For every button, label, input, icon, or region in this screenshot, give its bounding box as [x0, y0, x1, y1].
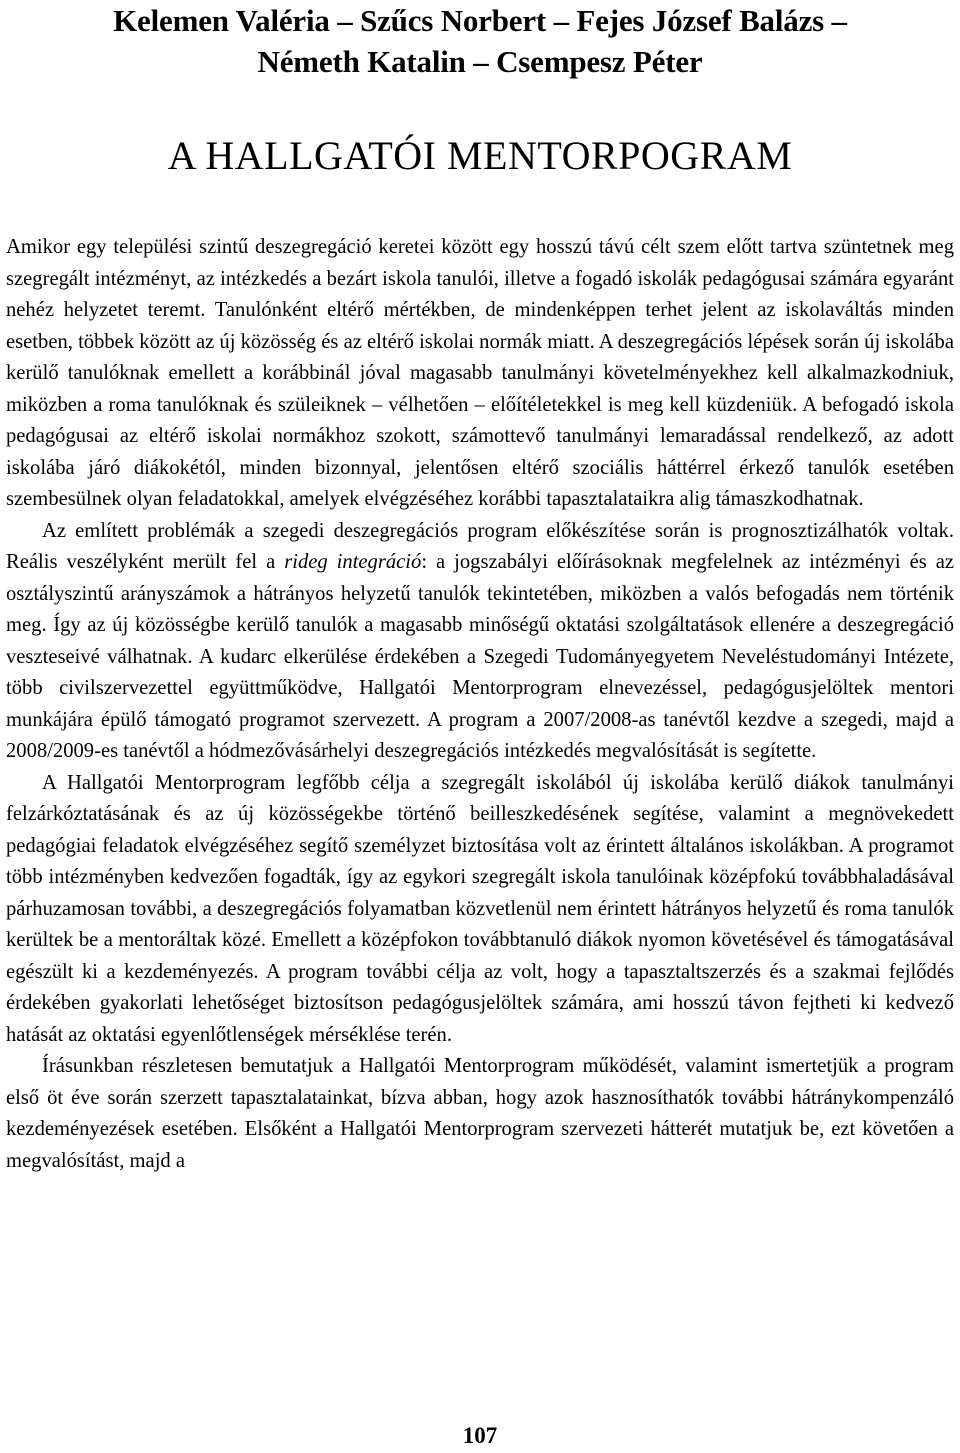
italic-term: rideg integráció — [284, 551, 422, 573]
paragraph-1: Amikor egy települési szintű deszegregáció keretei között egy hosszú távú célt szem előtt tartva szüntetnek meg szegregált intézményt, az intézkedés a bezárt iskola tanulói, illetve a fogadó iskolák pedagógusai számára egyaránt nehéz helyzetet teremt. Tanulónként eltérő mértékben, de mindenképpen terhet jelent az iskolaváltás minden esetben, többek között az új közösség és az eltérő iskolai normák miatt. A deszegregációs lépések során új iskolába kerülő tanulóknak emellett a korábbinál jóval magasabb tanulmányi követelményekhez kell alkalmazkodniuk, miközben a roma tanulóknak és szüleiknek – vélhetően – előítéletekkel is meg kell küzdeniük. A befogadó iskola pedagógusai az eltérő iskolai normákhoz szokott, számottevő tanulmányi lemaradással rendelkező, az adott iskolába járó diákokétól, minden bizonnyal, jelentősen eltérő szociális háttérrel érkező tanulók esetében szembesülnek olyan feladatokkal, amelyek elvégzéséhez korábbi tapasztalataikra alig támaszkodhatnak. — [6, 236, 954, 510]
page-number: 107 — [462, 1423, 498, 1448]
article-body — [6, 232, 954, 1177]
authors-line-2: Németh Katalin – Csempesz Péter — [257, 44, 703, 79]
article-title: A HALLGATÓI MENTORPOGRAM — [167, 133, 793, 178]
paragraph-4: Írásunkban részletesen bemutatjuk a Hallgatói Mentorprogram működését, valamint ismertetjük a program első öt éve során szerzett tapasztalatainkat, bízva abban, hogy azok hasznosíthatók további hátránykompenzáló kezdeményezések esetében. Elsőként a Hallgatói Mentorprogram szervezeti hátterét mutatjuk be, ezt követően a megvalósítást, majd a — [6, 1055, 954, 1172]
paragraph-2 — [6, 516, 954, 768]
paragraph-2-part-2: : a jogszabályi előírásoknak megfelelnek az intézményi és az osztályszintű arányszámok a hátrányos helyzetű tanulók tekintetében, miközben a valós befogadás nem történik meg. Így az új közösségbe kerülő tanulók a magasabb minőségű oktatási szolgáltatások ellenére a deszegregáció veszteseivé válhatnak. A kudarc elkerülése érdekében a Szegedi Tudományegyetem Neveléstudományi Intézete, több civilszervezettel együttműködve, Hallgatói Mentorprogram elnevezéssel, pedagógusjelöltek mentori munkájára épülő támogató programot szervezett. A program a 2007/2008-as tanévtől kezdve a szegedi, majd a 2008/2009-es tanévtől a hódmezővásárhelyi deszegregációs intézkedés megvalósítását is segítette. — [6, 551, 954, 762]
document-page — [6, 0, 954, 1453]
authors-line-1: Kelemen Valéria – Szűcs Norbert – Fejes József Balázs – — [113, 3, 847, 38]
paragraph-2-part-1: Az említett problémák a szegedi deszegregációs program előkészítése során is prognosztizálhatók voltak. Reális veszélyként merült fel a — [6, 519, 954, 573]
authors-block — [6, 0, 954, 82]
paragraph-3: A Hallgatói Mentorprogram legfőbb célja a szegregált iskolából új iskolába kerülő diákok tanulmányi felzárkóztatásának és az új közösségekbe történő beilleszkedésének segítése, valamint a megnövekedett pedagógiai feladatok elvégzéséhez segítő személyzet biztosítása volt az érintett általános iskolákban. A programot több intézményben kedvezően fogadták, így az egykori szegregált iskola tanulóinak középfokú továbbhaladásával párhuzamosan további, a deszegregációs folyamatban közvetlenül nem érintett hátrányos helyzetű és roma tanulók kerültek be a mentoráltak közé. Emellett a középfokon továbbtanuló diákok nyomon követésével és támogatásával egészült ki a kezdeményezés. A program további célja az volt, hogy a tapasztaltszerzés és a szakmai fejlődés érdekében gyakorlati lehetőséget biztosítson pedagógusjelöltek számára, ami hosszú távon fejtheti ki kedvező hatását az oktatási egyenlőtlenségek mérséklése terén. — [6, 771, 954, 1046]
